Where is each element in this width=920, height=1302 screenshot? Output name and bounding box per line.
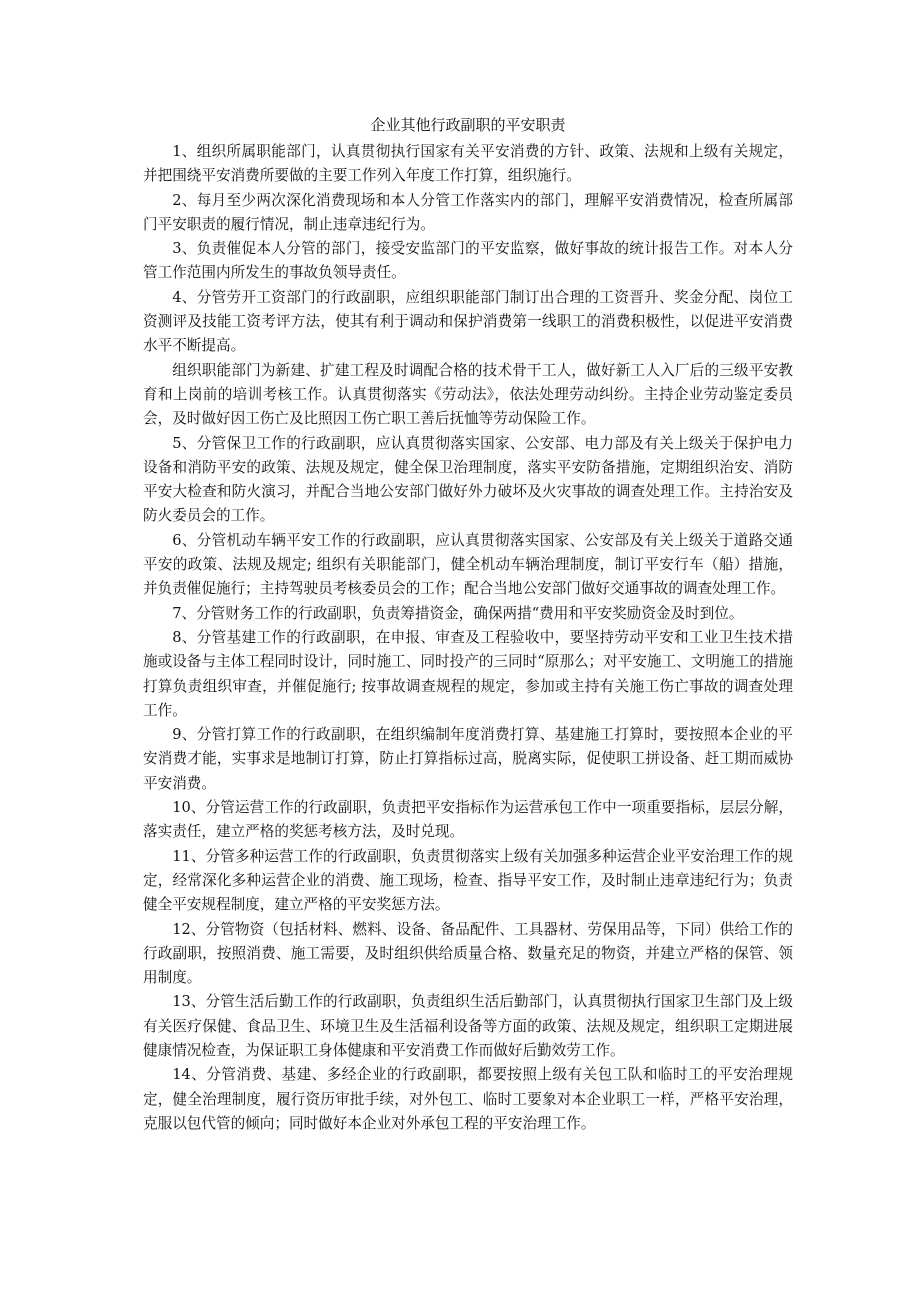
paragraph-3: 3、负责催促本人分管的部门，接受安监部门的平安监察，做好事故的统计报告工作。对本人分管工作范围内所发生的事故负领导责任。 [143,240,793,282]
document-page [143,112,793,1136]
paragraph-1: 1、组织所属职能部门，认真贯彻执行国家有关平安消费的方针、政策、法规和上级有关规定，并把围绕平安消费所要做的主要工作列入年度工作打算，组织施行。 [143,143,793,185]
paragraph-12: 12、分管物资（包括材料、燃料、设备、备品配件、工具器材、劳保用品等，下同）供给工作的行政副职，按照消费、施工需要，及时组织供给质量合格、数量充足的物资，并建立严格的保管、领用制度。 [143,920,793,987]
paragraph-9: 9、分管打算工作的行政副职，在组织编制年度消费打算、基建施工打算时，要按照本企业的平安消费才能，实事求是地制订打算，防止打算指标过高，脱离实际，促使职工拼设备、赶工期而威协平安消费。 [143,726,793,792]
paragraph-10: 10、分管运营工作的行政副职，负责把平安指标作为运营承包工作中一项重要指标，层层分解，落实责任，建立严格的奖惩考核方法，及时兑现。 [143,799,793,841]
paragraph-5: 5、分管保卫工作的行政副职，应认真贯彻落实国家、公安部、电力部及有关上级关于保护电力设备和消防平安的政策、法规及规定，健全保卫治理制度，落实平安防备措施，定期组织治安、消防平安大检查和防火演习，并配合当地公安部门做好外力破坏及火灾事故的调查处理工作。主持治安及防火委员会的工作。 [143,434,793,525]
paragraph-8: 8、分管基建工作的行政副职，在申报、审查及工程验收中，要坚持劳动平安和工业卫生技术措施或设备与主体工程同时设计，同时施工、同时投产的三同时“原那么；对平安施工、文明施工的措施打算负责组织审查，并催促施行; 按事故调查规程的规定，参加或主持有关施工伤亡事故的调查处理工作。 [143,628,793,719]
paragraph-4-continued: 组织职能部门为新建、扩建工程及时调配合格的技术骨干工人，做好新工人入厂后的三级平安教育和上岗前的培训考核工作。认真贯彻落实《劳动法》，依法处理劳动纠纷。主持企业劳动鉴定委员会，及时做好因工伤亡及比照因工伤亡职工善后抚恤等劳动保险工作。 [143,361,793,428]
paragraph-13: 13、分管生活后勤工作的行政副职，负责组织生活后勤部门，认真贯彻执行国家卫生部门及上级有关医疗保健、食品卫生、环境卫生及生活福利设备等方面的政策、法规及规定，组织职工定期进展健康情况检查，为保证职工身体健康和平安消费工作而做好后勤效劳工作。 [143,993,793,1059]
paragraph-14: 14、分管消费、基建、多经企业的行政副职，都要按照上级有关包工队和临时工的平安治理规定，健全治理制度，履行资历审批手续，对外包工、临时工要象对本企业职工一样，严格平安治理，克服以包代管的倾向；同时做好本企业对外承包工程的平安治理工作。 [143,1066,793,1132]
document-title: 企业其他行政副职的平安职责 [370,116,566,134]
paragraph-7: 7、分管财务工作的行政副职，负责筹措资金，确保两措“费用和平安奖励资金及时到位。 [172,604,744,622]
paragraph-6: 6、分管机动车辆平安工作的行政副职，应认真贯彻落实国家、公安部及有关上级关于道路交通平安的政策、法规及规定; 组织有关职能部门，健全机动车辆治理制度，制订平安行车（船）措施，并负责催促施行；主持驾驶员考核委员会的工作；配合当地公安部门做好交通事故的调查处理工作。 [143,531,793,598]
paragraph-4: 4、分管劳开工资部门的行政副职，应组织职能部门制订出合理的工资晋升、奖金分配、岗位工资测评及技能工资考评方法，使其有利于调动和保护消费第一线职工的消费积极性，以促进平安消费水平不断提高。 [143,288,793,355]
paragraph-11: 11、分管多种运营工作的行政副职，负责贯彻落实上级有关加强多种运营企业平安治理工作的规定，经常深化多种运营企业的消费、施工现场，检查、指导平安工作，及时制止违章违纪行为；负责健全平安规程制度，建立严格的平安奖惩方法。 [143,847,793,914]
paragraph-2: 2、每月至少两次深化消费现场和本人分管工作落实内的部门，理解平安消费情况，检查所属部门平安职责的履行情况，制止违章违纪行为。 [143,191,793,233]
